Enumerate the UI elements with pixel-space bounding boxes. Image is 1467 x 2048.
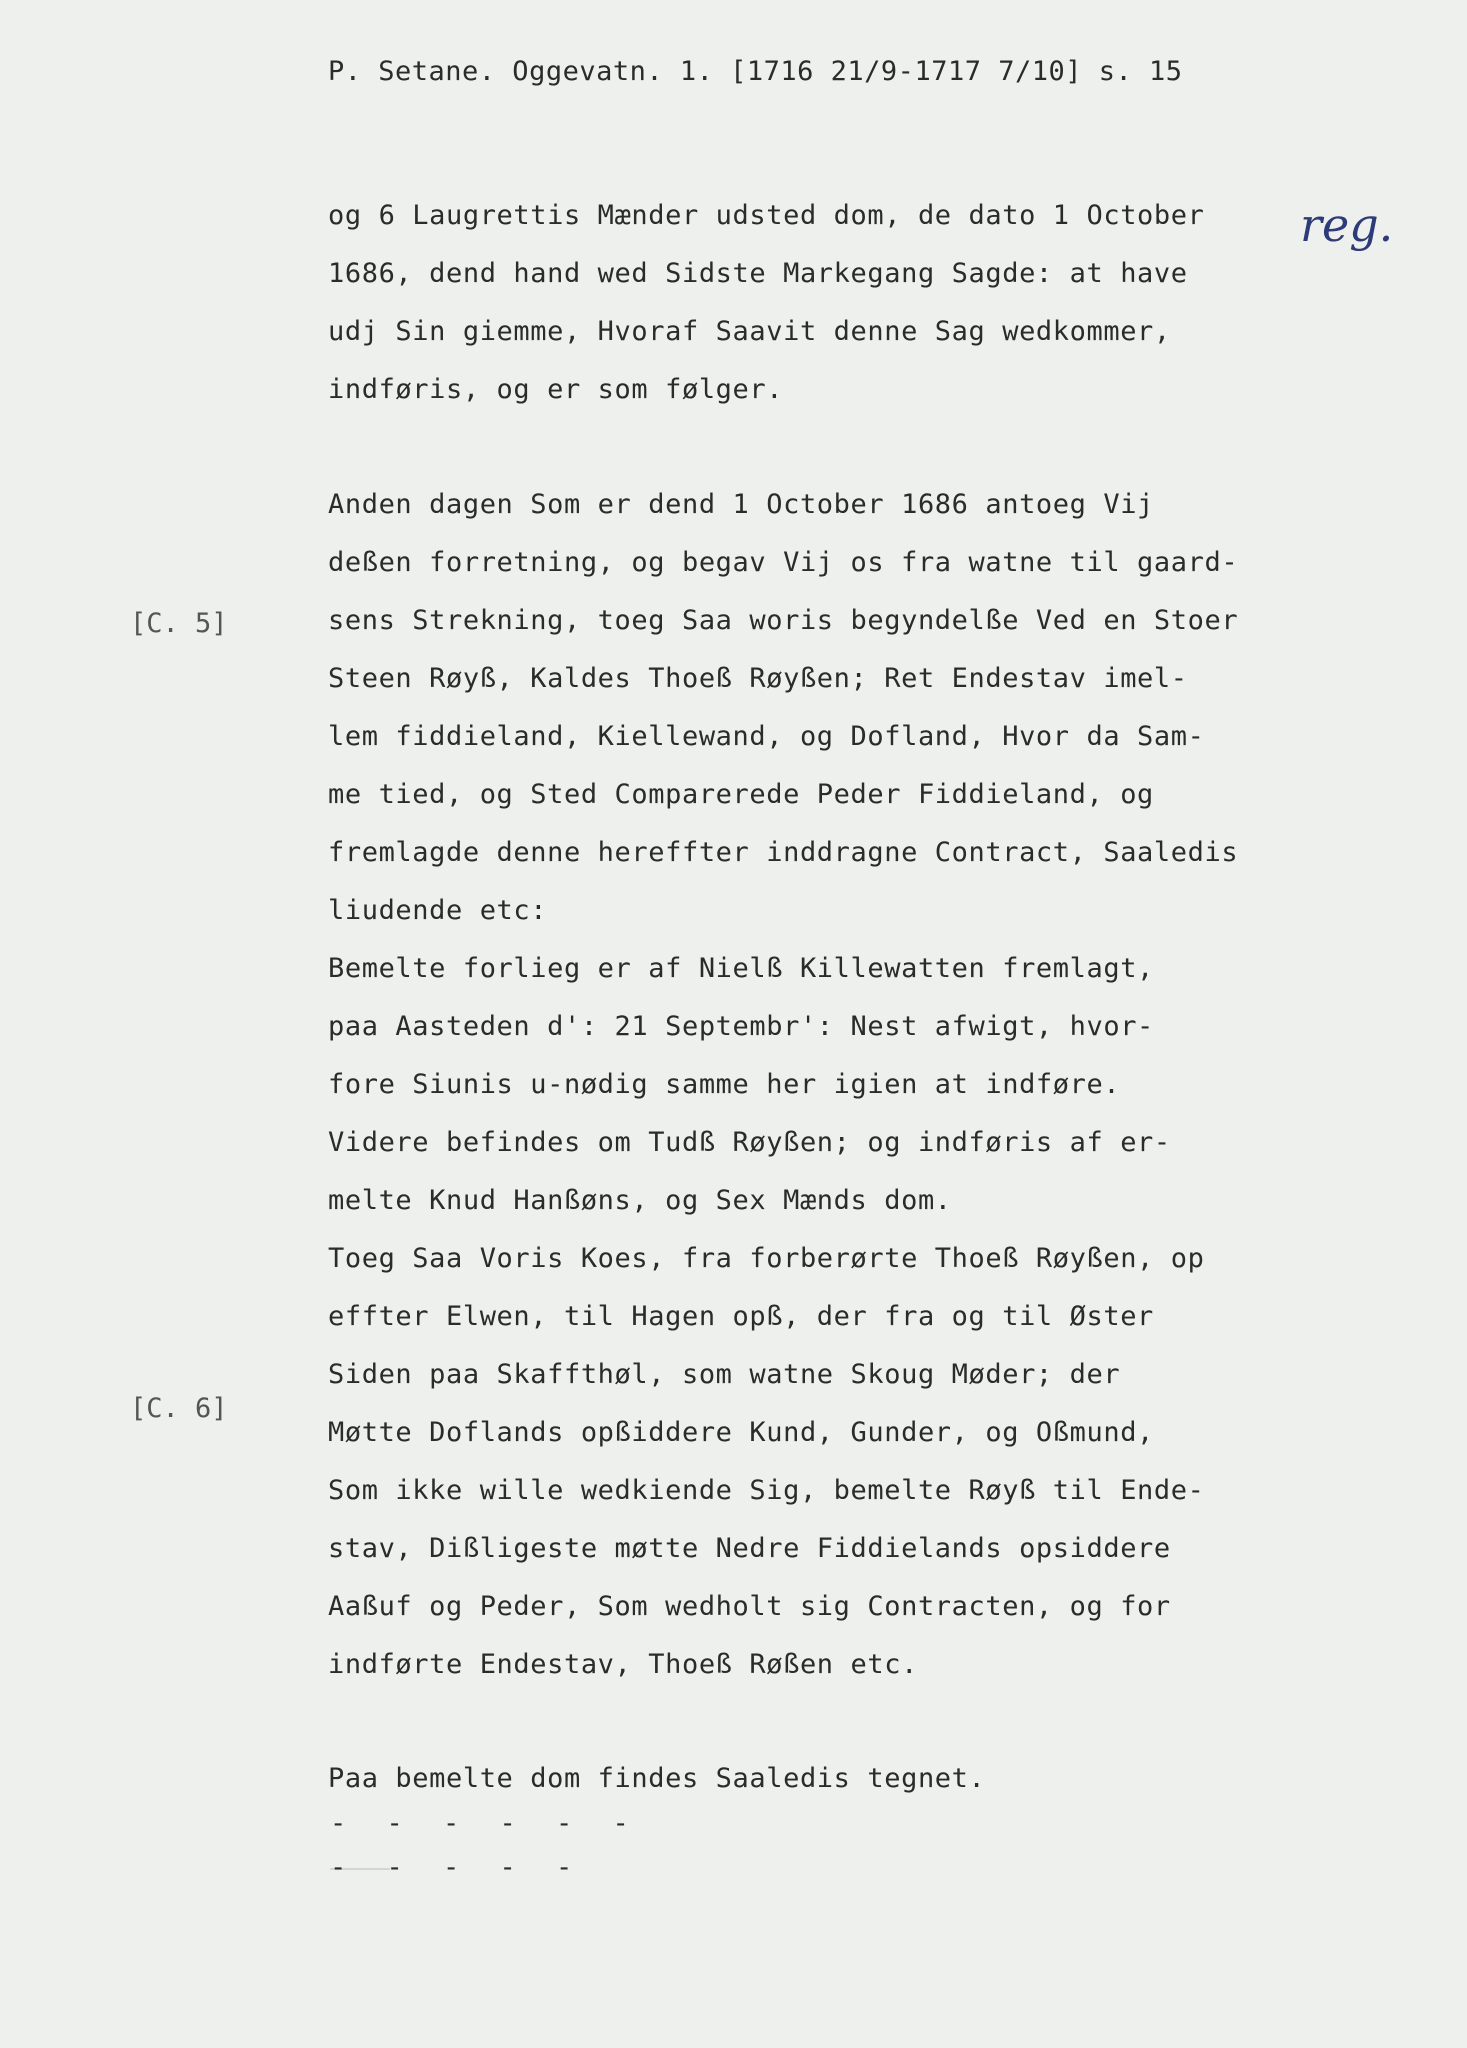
text-line: Anden dagen Som er dend 1 October 1686 antoeg Vij [328, 489, 1154, 520]
text-line: indførte Endestav, Thoeß Røßen etc. [328, 1649, 918, 1680]
text-line: liudende etc: [328, 895, 548, 926]
text-line: udj Sin giemme, Hvoraf Saavit denne Sag wedkommer, [328, 316, 1171, 347]
text-line: sens Strekning, toeg Saa woris begyndelße Ved en Stoer [328, 605, 1239, 636]
text-line: Møtte Doflands opßiddere Kund, Gunder, og Oßmund, [328, 1417, 1154, 1448]
margin-note-c6: [C. 6] [130, 1393, 228, 1424]
page-header: P. Setane. Oggevatn. 1. [1716 21/9-1717 7/10] s. 15 [328, 56, 1183, 87]
text-line: lem fiddieland, Kiellewand, og Dofland, Hvor da Sam- [328, 721, 1205, 752]
text-line: deßen forretning, og begav Vij os fra watne til gaard- [328, 547, 1239, 578]
text-line: stav, Dißligeste møtte Nedre Fiddielands opsiddere [328, 1533, 1171, 1564]
text-line: fremlagde denne hereffter inddragne Contract, Saaledis [328, 837, 1239, 868]
text-line: Paa bemelte dom findes Saaledis tegnet. [328, 1763, 986, 1794]
text-line: Steen Røyß, Kaldes Thoeß Røyßen; Ret Endestav imel- [328, 663, 1188, 694]
handwritten-note: reg. [1300, 198, 1394, 252]
text-line: fore Siunis u-nødig samme her igien at indføre. [328, 1069, 1121, 1100]
text-line: og 6 Laugrettis Mænder udsted dom, de dato 1 October [328, 200, 1205, 231]
text-line: me tied, og Sted Comparerede Peder Fiddieland, og [328, 779, 1154, 810]
text-line: effter Elwen, til Hagen opß, der fra og til Øster [328, 1301, 1154, 1332]
text-line: 1686, dend hand wed Sidste Markegang Sagde: at have [328, 258, 1188, 289]
text-line: Aaßuf og Peder, Som wedholt sig Contracten, og for [328, 1591, 1171, 1622]
text-line: indføris, og er som følger. [328, 374, 784, 405]
text-line: melte Knud Hanßøns, og Sex Mænds dom. [328, 1185, 952, 1216]
dash-row: - - - - - - [330, 1808, 641, 1839]
text-line: Toeg Saa Voris Koes, fra forberørte Thoeß Røyßen, op [328, 1243, 1205, 1274]
margin-note-c5: [C. 5] [130, 608, 228, 639]
text-line: Videre befindes om Tudß Røyßen; og indføris af er- [328, 1127, 1171, 1158]
dash-row: - - - - - [330, 1852, 585, 1883]
text-line: paa Aasteden d': 21 Septembr': Nest afwigt, hvor- [328, 1011, 1154, 1042]
text-line: Siden paa Skaffthøl, som watne Skoug Møder; der [328, 1359, 1121, 1390]
text-line: Som ikke wille wedkiende Sig, bemelte Røyß til Ende- [328, 1475, 1205, 1506]
text-line: Bemelte forlieg er af Nielß Killewatten fremlagt, [328, 953, 1154, 984]
